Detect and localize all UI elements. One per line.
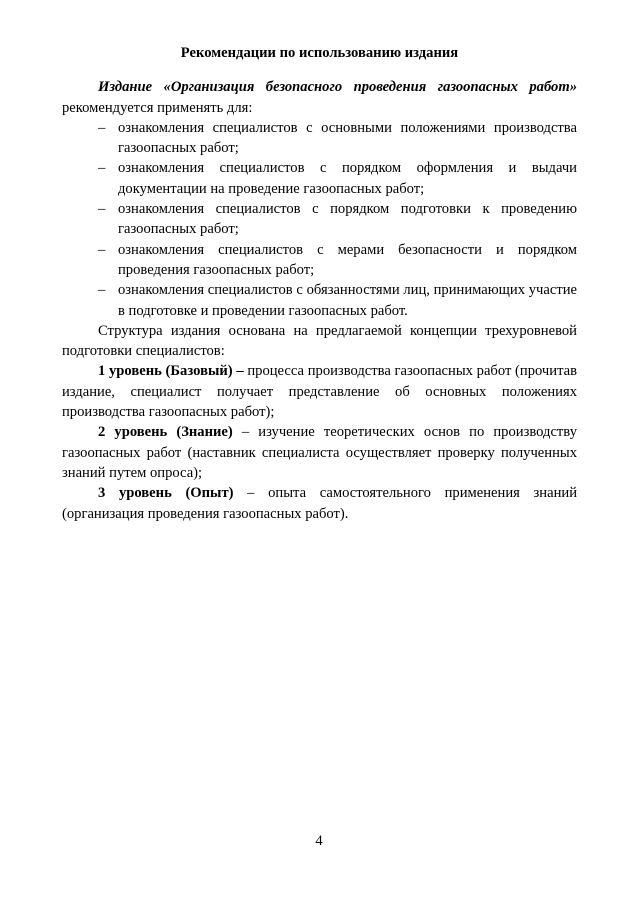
dash-marker: – xyxy=(98,201,106,218)
level-1-paragraph xyxy=(62,361,577,422)
page-content xyxy=(62,43,577,524)
list-item: – ознакомления специалистов с порядком подготовки к проведению газоопасных работ; xyxy=(98,201,577,238)
level-3-text: – опыта самостоятельного применения знаний (организация проведения газоопасных работ). xyxy=(62,485,578,522)
dash-marker: – xyxy=(98,241,106,258)
intro-paragraph xyxy=(62,77,577,118)
level-2-paragraph xyxy=(62,422,577,483)
level-2-text: – изучение теоретических основ по производству газоопасных работ (наставник специалиста осуществляет проверку полученных знаний путем опроса); xyxy=(62,424,577,481)
list-item: – ознакомления специалистов с обязанностями лиц, принимающих участие в подготовке и проведении газоопасных работ. xyxy=(98,282,577,319)
intro-rest: рекомендуется применять для: xyxy=(62,99,253,116)
level-2-label: 2 уровень (Знание) xyxy=(98,424,233,441)
list-item: – ознакомления специалистов с порядком оформления и выдачи документации на проведение газоопасных работ; xyxy=(98,160,577,197)
page-title: Рекомендации по использованию издания xyxy=(180,45,459,61)
dash-marker: – xyxy=(98,119,106,136)
dash-marker: – xyxy=(98,282,106,299)
dash-marker: – xyxy=(98,160,106,177)
intro-lead: Издание «Организация безопасного проведения газоопасных работ» xyxy=(98,79,577,96)
level-3-label: 3 уровень (Опыт) xyxy=(98,485,234,502)
purpose-list xyxy=(62,118,577,321)
structure-paragraph: Структура издания основана на предлагаемой концепции трехуровневой подготовки специалистов: xyxy=(62,322,577,360)
list-item: – ознакомления специалистов с основными положениями производства газоопасных работ; xyxy=(98,119,577,157)
page-number: 4 xyxy=(315,833,323,849)
list-item: – ознакомления специалистов с мерами безопасности и порядком проведения газоопасных работ; xyxy=(98,241,577,278)
level-1-label: 1 уровень (Базовый) – xyxy=(98,363,244,380)
level-1-text: процесса производства газоопасных работ (прочитав издание, специалист получает представление об основных положениях производства газоопасных работ); xyxy=(62,363,577,421)
level-3-paragraph xyxy=(62,483,577,524)
